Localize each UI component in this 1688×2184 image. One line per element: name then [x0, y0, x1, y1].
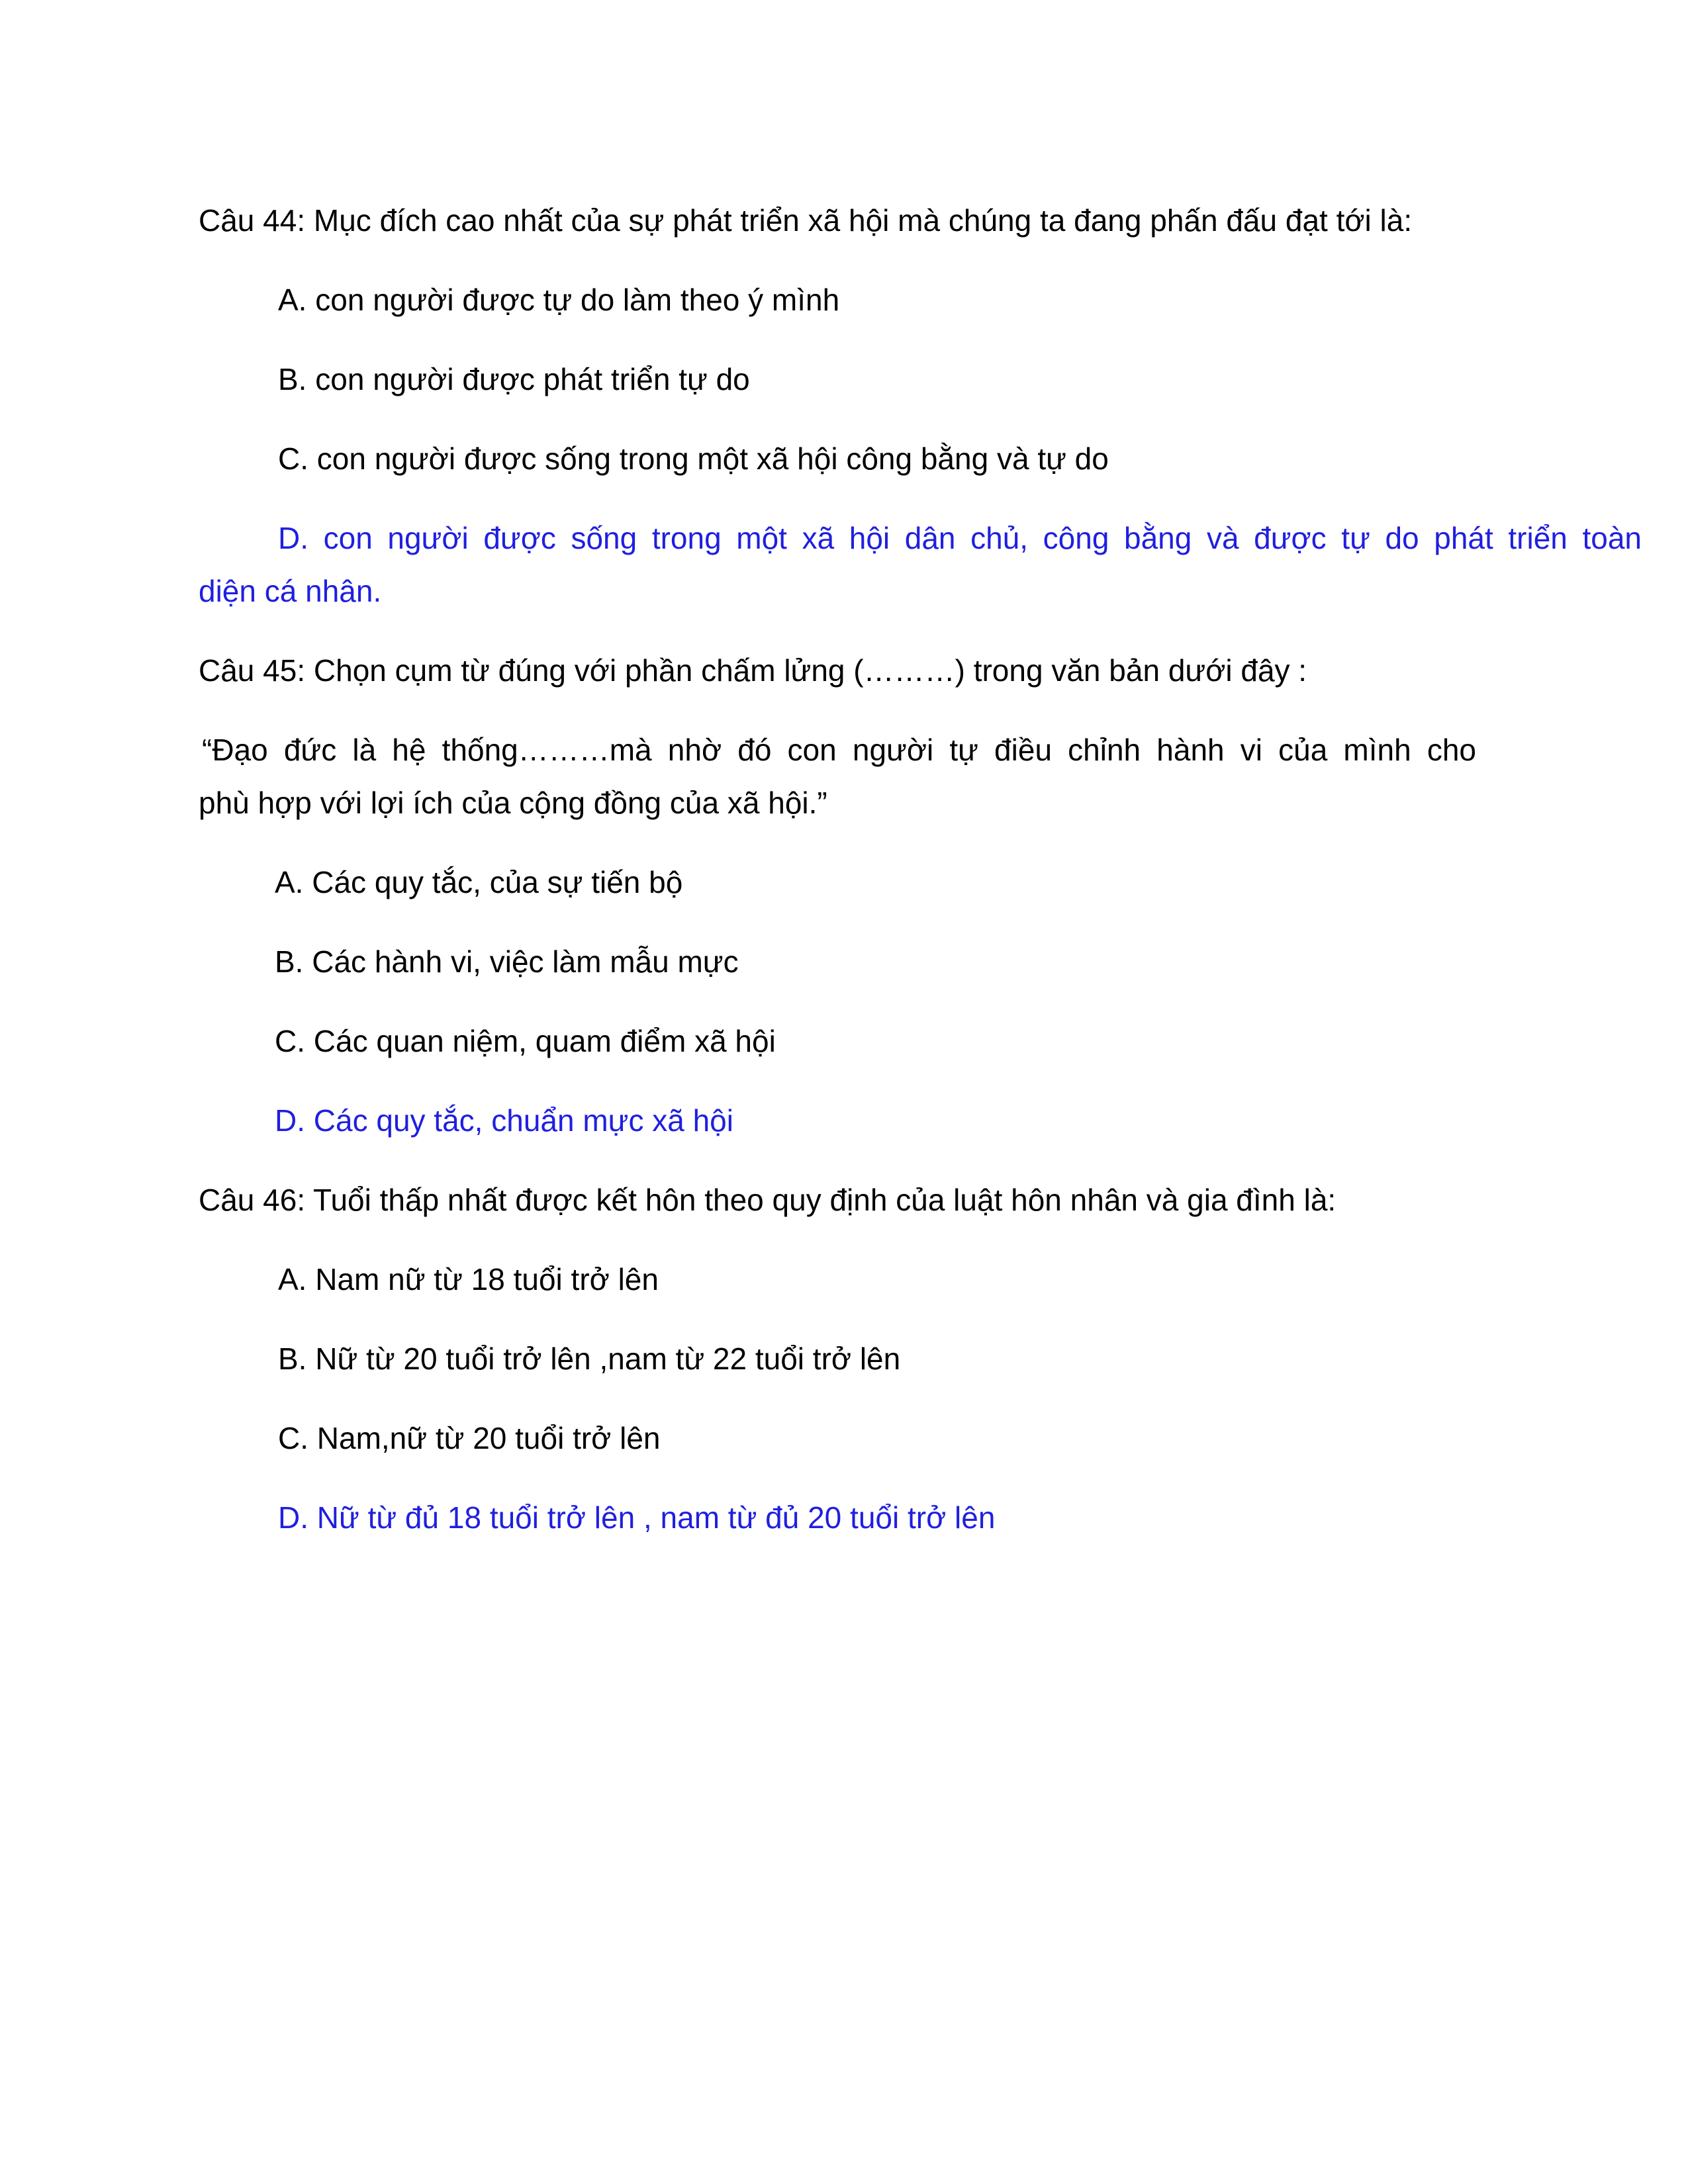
- question-46-option-a: A. Nam nữ từ 18 tuổi trở lên: [278, 1262, 659, 1297]
- question-46-option-d: D. Nữ từ đủ 18 tuổi trở lên , nam từ đủ 20 tuổi trở lên: [278, 1500, 996, 1535]
- question-45-option-a: A. Các quy tắc, của sự tiến bộ: [275, 865, 683, 899]
- question-45-option-b: B. Các hành vi, việc làm mẫu mực: [275, 944, 739, 979]
- question-44-option-d-continuation: diện cá nhân.: [199, 574, 382, 608]
- question-46-option-b: B. Nữ từ 20 tuổi trở lên ,nam từ 22 tuổi trở lên: [278, 1342, 901, 1376]
- question-45-quote-line-2: phù hợp với lợi ích của cộng đồng của xã hội.”: [199, 786, 827, 820]
- question-44-option-b: B. con người được phát triển tự do: [278, 362, 750, 396]
- question-45-prompt: Câu 45: Chọn cụm từ đúng với phần chấm lửng (………) trong văn bản dưới đây :: [199, 653, 1307, 688]
- question-44-option-d: D. con người được sống trong một xã hội dân chủ, công bằng và được tự do phát triển toàn: [278, 521, 1642, 555]
- question-45-option-d: D. Các quy tắc, chuẩn mực xã hội: [275, 1103, 733, 1138]
- question-45-quote-line-1: “Đạo đức là hệ thống………mà nhờ đó con người tự điều chỉnh hành vi của mình cho: [202, 733, 1476, 767]
- question-44-option-a: A. con người được tự do làm theo ý mình: [278, 283, 840, 317]
- question-46-prompt: Câu 46: Tuổi thấp nhất được kết hôn theo quy định của luật hôn nhân và gia đình là:: [199, 1183, 1336, 1217]
- question-45-option-c: C. Các quan niệm, quam điểm xã hội: [275, 1024, 776, 1058]
- question-44-prompt: Câu 44: Mục đích cao nhất của sự phát triển xã hội mà chúng ta đang phấn đấu đạt tới là:: [199, 203, 1413, 238]
- question-44-option-c: C. con người được sống trong một xã hội công bằng và tự do: [278, 441, 1109, 476]
- question-46-option-c: C. Nam,nữ từ 20 tuổi trở lên: [278, 1421, 661, 1455]
